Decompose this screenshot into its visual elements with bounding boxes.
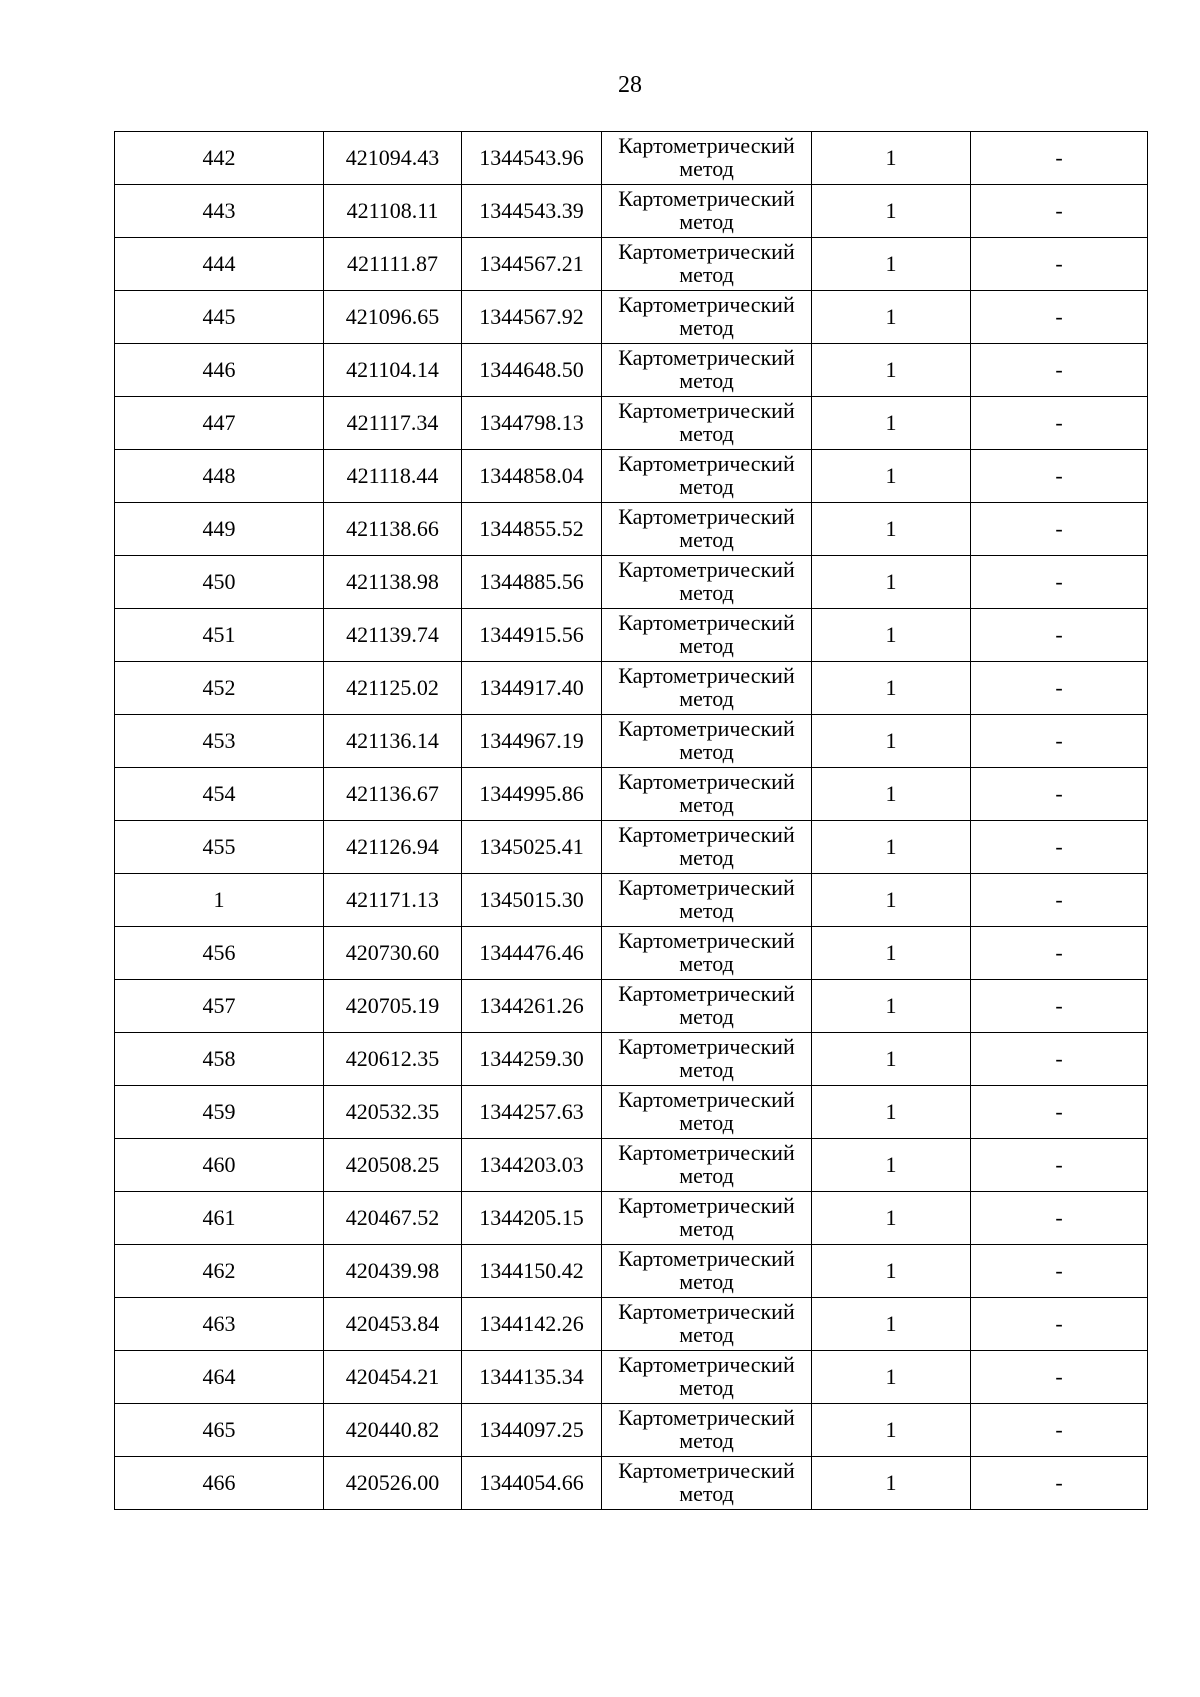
method-cell [602, 1139, 812, 1192]
table-row [115, 715, 1148, 768]
method-cell [602, 556, 812, 609]
x-coordinate-cell: 421136.14 [324, 715, 462, 768]
method-cell [602, 874, 812, 927]
method-line-2: метод [679, 845, 734, 870]
method-text [618, 611, 794, 657]
point-number-cell: 449 [115, 503, 324, 556]
accuracy-cell: 1 [812, 450, 971, 503]
method-line-2: метод [679, 474, 734, 499]
method-text [618, 558, 794, 604]
accuracy-cell: 1 [812, 185, 971, 238]
method-cell [602, 1457, 812, 1510]
method-line-2: метод [679, 1110, 734, 1135]
x-coordinate-cell: 420440.82 [324, 1404, 462, 1457]
accuracy-cell: 1 [812, 1351, 971, 1404]
accuracy-cell: 1 [812, 609, 971, 662]
x-coordinate-cell: 421108.11 [324, 185, 462, 238]
method-cell [602, 238, 812, 291]
method-line-2: метод [679, 1269, 734, 1294]
y-coordinate-cell: 1344995.86 [462, 768, 602, 821]
x-coordinate-cell: 421111.87 [324, 238, 462, 291]
x-coordinate-cell: 420532.35 [324, 1086, 462, 1139]
accuracy-cell: 1 [812, 980, 971, 1033]
method-text [618, 1353, 794, 1399]
note-cell: - [971, 1192, 1148, 1245]
x-coordinate-cell: 420730.60 [324, 927, 462, 980]
method-line-1: Картометрический [618, 716, 795, 741]
method-line-2: метод [679, 1481, 734, 1506]
method-cell [602, 821, 812, 874]
note-cell: - [971, 1033, 1148, 1086]
y-coordinate-cell: 1344567.92 [462, 291, 602, 344]
y-coordinate-cell: 1344205.15 [462, 1192, 602, 1245]
method-line-1: Картометрический [618, 1193, 795, 1218]
y-coordinate-cell: 1344543.96 [462, 132, 602, 185]
table-row [115, 662, 1148, 715]
accuracy-cell: 1 [812, 291, 971, 344]
method-line-1: Картометрический [618, 981, 795, 1006]
table-row [115, 238, 1148, 291]
y-coordinate-cell: 1344567.21 [462, 238, 602, 291]
accuracy-cell: 1 [812, 1404, 971, 1457]
point-number-cell: 464 [115, 1351, 324, 1404]
note-cell: - [971, 503, 1148, 556]
method-line-2: метод [679, 951, 734, 976]
point-number-cell: 448 [115, 450, 324, 503]
method-line-1: Картометрический [618, 345, 795, 370]
note-cell: - [971, 1245, 1148, 1298]
method-line-2: метод [679, 1375, 734, 1400]
x-coordinate-cell: 420454.21 [324, 1351, 462, 1404]
point-number-cell: 454 [115, 768, 324, 821]
method-line-2: метод [679, 792, 734, 817]
method-line-2: метод [679, 315, 734, 340]
method-line-2: метод [679, 1322, 734, 1347]
x-coordinate-cell: 421094.43 [324, 132, 462, 185]
accuracy-cell: 1 [812, 1457, 971, 1510]
note-cell: - [971, 874, 1148, 927]
accuracy-cell: 1 [812, 132, 971, 185]
point-number-cell: 458 [115, 1033, 324, 1086]
note-cell: - [971, 556, 1148, 609]
point-number-cell: 459 [115, 1086, 324, 1139]
y-coordinate-cell: 1344054.66 [462, 1457, 602, 1510]
method-line-1: Картометрический [618, 186, 795, 211]
x-coordinate-cell: 420467.52 [324, 1192, 462, 1245]
method-cell [602, 185, 812, 238]
table-row [115, 132, 1148, 185]
coordinates-table-body [115, 132, 1148, 1510]
table-row [115, 980, 1148, 1033]
note-cell: - [971, 1351, 1148, 1404]
method-cell [602, 1033, 812, 1086]
y-coordinate-cell: 1344150.42 [462, 1245, 602, 1298]
method-line-1: Картометрический [618, 398, 795, 423]
method-cell [602, 1351, 812, 1404]
y-coordinate-cell: 1344885.56 [462, 556, 602, 609]
method-cell [602, 768, 812, 821]
note-cell: - [971, 1298, 1148, 1351]
method-cell [602, 715, 812, 768]
table-row [115, 556, 1148, 609]
point-number-cell: 460 [115, 1139, 324, 1192]
y-coordinate-cell: 1344858.04 [462, 450, 602, 503]
table-row [115, 1139, 1148, 1192]
point-number-cell: 442 [115, 132, 324, 185]
method-text [618, 187, 794, 233]
x-coordinate-cell: 420453.84 [324, 1298, 462, 1351]
table-row [115, 609, 1148, 662]
method-text [618, 1141, 794, 1187]
x-coordinate-cell: 420612.35 [324, 1033, 462, 1086]
method-cell [602, 291, 812, 344]
method-line-2: метод [679, 686, 734, 711]
method-line-1: Картометрический [618, 1140, 795, 1165]
method-line-2: метод [679, 262, 734, 287]
x-coordinate-cell: 421118.44 [324, 450, 462, 503]
x-coordinate-cell: 421126.94 [324, 821, 462, 874]
method-line-1: Картометрический [618, 451, 795, 476]
method-line-1: Картометрический [618, 610, 795, 635]
method-text [618, 293, 794, 339]
x-coordinate-cell: 421136.67 [324, 768, 462, 821]
table-row [115, 768, 1148, 821]
method-text [618, 452, 794, 498]
method-line-1: Картометрический [618, 239, 795, 264]
note-cell: - [971, 185, 1148, 238]
note-cell: - [971, 1139, 1148, 1192]
method-text [618, 876, 794, 922]
method-line-1: Картометрический [618, 1034, 795, 1059]
method-line-2: метод [679, 1216, 734, 1241]
table-row [115, 450, 1148, 503]
accuracy-cell: 1 [812, 1245, 971, 1298]
method-text [618, 1300, 794, 1346]
method-line-1: Картометрический [618, 557, 795, 582]
note-cell: - [971, 344, 1148, 397]
point-number-cell: 446 [115, 344, 324, 397]
table-row [115, 1033, 1148, 1086]
y-coordinate-cell: 1345015.30 [462, 874, 602, 927]
y-coordinate-cell: 1344135.34 [462, 1351, 602, 1404]
note-cell: - [971, 715, 1148, 768]
method-cell [602, 344, 812, 397]
accuracy-cell: 1 [812, 927, 971, 980]
method-cell [602, 609, 812, 662]
method-line-2: метод [679, 739, 734, 764]
method-cell [602, 1298, 812, 1351]
accuracy-cell: 1 [812, 1086, 971, 1139]
note-cell: - [971, 1457, 1148, 1510]
method-text [618, 770, 794, 816]
note-cell: - [971, 397, 1148, 450]
method-line-1: Картометрический [618, 1299, 795, 1324]
method-line-2: метод [679, 1057, 734, 1082]
accuracy-cell: 1 [812, 1139, 971, 1192]
y-coordinate-cell: 1344917.40 [462, 662, 602, 715]
table-row [115, 1298, 1148, 1351]
accuracy-cell: 1 [812, 1298, 971, 1351]
accuracy-cell: 1 [812, 662, 971, 715]
method-line-1: Картометрический [618, 1458, 795, 1483]
method-text [618, 1459, 794, 1505]
accuracy-cell: 1 [812, 344, 971, 397]
table-row [115, 1404, 1148, 1457]
method-line-2: метод [679, 633, 734, 658]
point-number-cell: 443 [115, 185, 324, 238]
method-cell [602, 1404, 812, 1457]
table-row [115, 344, 1148, 397]
accuracy-cell: 1 [812, 397, 971, 450]
table-row [115, 1192, 1148, 1245]
table-row [115, 1457, 1148, 1510]
method-line-2: метод [679, 368, 734, 393]
y-coordinate-cell: 1344855.52 [462, 503, 602, 556]
method-text [618, 346, 794, 392]
method-line-2: метод [679, 580, 734, 605]
method-line-1: Картометрический [618, 133, 795, 158]
method-cell [602, 980, 812, 1033]
x-coordinate-cell: 421138.98 [324, 556, 462, 609]
method-text [618, 399, 794, 445]
method-text [618, 1406, 794, 1452]
y-coordinate-cell: 1344915.56 [462, 609, 602, 662]
method-cell [602, 662, 812, 715]
method-text [618, 664, 794, 710]
point-number-cell: 461 [115, 1192, 324, 1245]
method-text [618, 505, 794, 551]
note-cell: - [971, 662, 1148, 715]
point-number-cell: 466 [115, 1457, 324, 1510]
method-text [618, 1194, 794, 1240]
y-coordinate-cell: 1344142.26 [462, 1298, 602, 1351]
point-number-cell: 1 [115, 874, 324, 927]
accuracy-cell: 1 [812, 556, 971, 609]
method-line-1: Картометрический [618, 1352, 795, 1377]
y-coordinate-cell: 1344261.26 [462, 980, 602, 1033]
x-coordinate-cell: 421104.14 [324, 344, 462, 397]
method-cell [602, 132, 812, 185]
x-coordinate-cell: 421171.13 [324, 874, 462, 927]
method-cell [602, 450, 812, 503]
x-coordinate-cell: 420705.19 [324, 980, 462, 1033]
table-row [115, 1351, 1148, 1404]
method-text [618, 982, 794, 1028]
method-cell [602, 397, 812, 450]
x-coordinate-cell: 421125.02 [324, 662, 462, 715]
note-cell: - [971, 821, 1148, 874]
x-coordinate-cell: 420508.25 [324, 1139, 462, 1192]
table-row [115, 185, 1148, 238]
note-cell: - [971, 132, 1148, 185]
table-row [115, 821, 1148, 874]
method-cell [602, 503, 812, 556]
x-coordinate-cell: 421139.74 [324, 609, 462, 662]
method-cell [602, 1086, 812, 1139]
table-row [115, 874, 1148, 927]
method-line-2: метод [679, 1004, 734, 1029]
table-row [115, 291, 1148, 344]
y-coordinate-cell: 1345025.41 [462, 821, 602, 874]
method-text [618, 134, 794, 180]
method-line-1: Картометрический [618, 1405, 795, 1430]
accuracy-cell: 1 [812, 821, 971, 874]
page-number: 28 [618, 72, 642, 98]
x-coordinate-cell: 421117.34 [324, 397, 462, 450]
table-row [115, 397, 1148, 450]
method-line-2: метод [679, 527, 734, 552]
point-number-cell: 457 [115, 980, 324, 1033]
y-coordinate-cell: 1344097.25 [462, 1404, 602, 1457]
method-line-2: метод [679, 898, 734, 923]
method-cell [602, 1245, 812, 1298]
method-text [618, 823, 794, 869]
note-cell: - [971, 1086, 1148, 1139]
y-coordinate-cell: 1344543.39 [462, 185, 602, 238]
note-cell: - [971, 450, 1148, 503]
y-coordinate-cell: 1344967.19 [462, 715, 602, 768]
point-number-cell: 456 [115, 927, 324, 980]
method-line-2: метод [679, 1428, 734, 1453]
note-cell: - [971, 927, 1148, 980]
x-coordinate-cell: 420439.98 [324, 1245, 462, 1298]
method-text [618, 929, 794, 975]
coordinates-table [114, 131, 1148, 1510]
accuracy-cell: 1 [812, 503, 971, 556]
y-coordinate-cell: 1344798.13 [462, 397, 602, 450]
y-coordinate-cell: 1344203.03 [462, 1139, 602, 1192]
table-row [115, 1086, 1148, 1139]
x-coordinate-cell: 421096.65 [324, 291, 462, 344]
point-number-cell: 450 [115, 556, 324, 609]
method-line-1: Картометрический [618, 1087, 795, 1112]
method-line-1: Картометрический [618, 292, 795, 317]
point-number-cell: 451 [115, 609, 324, 662]
method-line-1: Картометрический [618, 1246, 795, 1271]
y-coordinate-cell: 1344648.50 [462, 344, 602, 397]
table-row [115, 927, 1148, 980]
method-text [618, 1035, 794, 1081]
accuracy-cell: 1 [812, 1033, 971, 1086]
method-text [618, 717, 794, 763]
method-line-2: метод [679, 421, 734, 446]
accuracy-cell: 1 [812, 715, 971, 768]
point-number-cell: 447 [115, 397, 324, 450]
method-line-1: Картометрический [618, 504, 795, 529]
accuracy-cell: 1 [812, 874, 971, 927]
note-cell: - [971, 980, 1148, 1033]
method-line-2: метод [679, 156, 734, 181]
note-cell: - [971, 238, 1148, 291]
note-cell: - [971, 768, 1148, 821]
table-row [115, 503, 1148, 556]
y-coordinate-cell: 1344259.30 [462, 1033, 602, 1086]
y-coordinate-cell: 1344257.63 [462, 1086, 602, 1139]
point-number-cell: 452 [115, 662, 324, 715]
method-text [618, 240, 794, 286]
accuracy-cell: 1 [812, 768, 971, 821]
point-number-cell: 463 [115, 1298, 324, 1351]
method-text [618, 1088, 794, 1134]
method-text [618, 1247, 794, 1293]
point-number-cell: 444 [115, 238, 324, 291]
method-line-2: метод [679, 209, 734, 234]
y-coordinate-cell: 1344476.46 [462, 927, 602, 980]
method-line-1: Картометрический [618, 663, 795, 688]
method-line-1: Картометрический [618, 822, 795, 847]
note-cell: - [971, 291, 1148, 344]
method-line-1: Картометрический [618, 875, 795, 900]
point-number-cell: 455 [115, 821, 324, 874]
point-number-cell: 453 [115, 715, 324, 768]
table-row [115, 1245, 1148, 1298]
x-coordinate-cell: 421138.66 [324, 503, 462, 556]
accuracy-cell: 1 [812, 1192, 971, 1245]
method-line-1: Картометрический [618, 928, 795, 953]
x-coordinate-cell: 420526.00 [324, 1457, 462, 1510]
method-cell [602, 927, 812, 980]
point-number-cell: 445 [115, 291, 324, 344]
method-cell [602, 1192, 812, 1245]
point-number-cell: 462 [115, 1245, 324, 1298]
accuracy-cell: 1 [812, 238, 971, 291]
method-line-1: Картометрический [618, 769, 795, 794]
point-number-cell: 465 [115, 1404, 324, 1457]
method-line-2: метод [679, 1163, 734, 1188]
note-cell: - [971, 1404, 1148, 1457]
note-cell: - [971, 609, 1148, 662]
